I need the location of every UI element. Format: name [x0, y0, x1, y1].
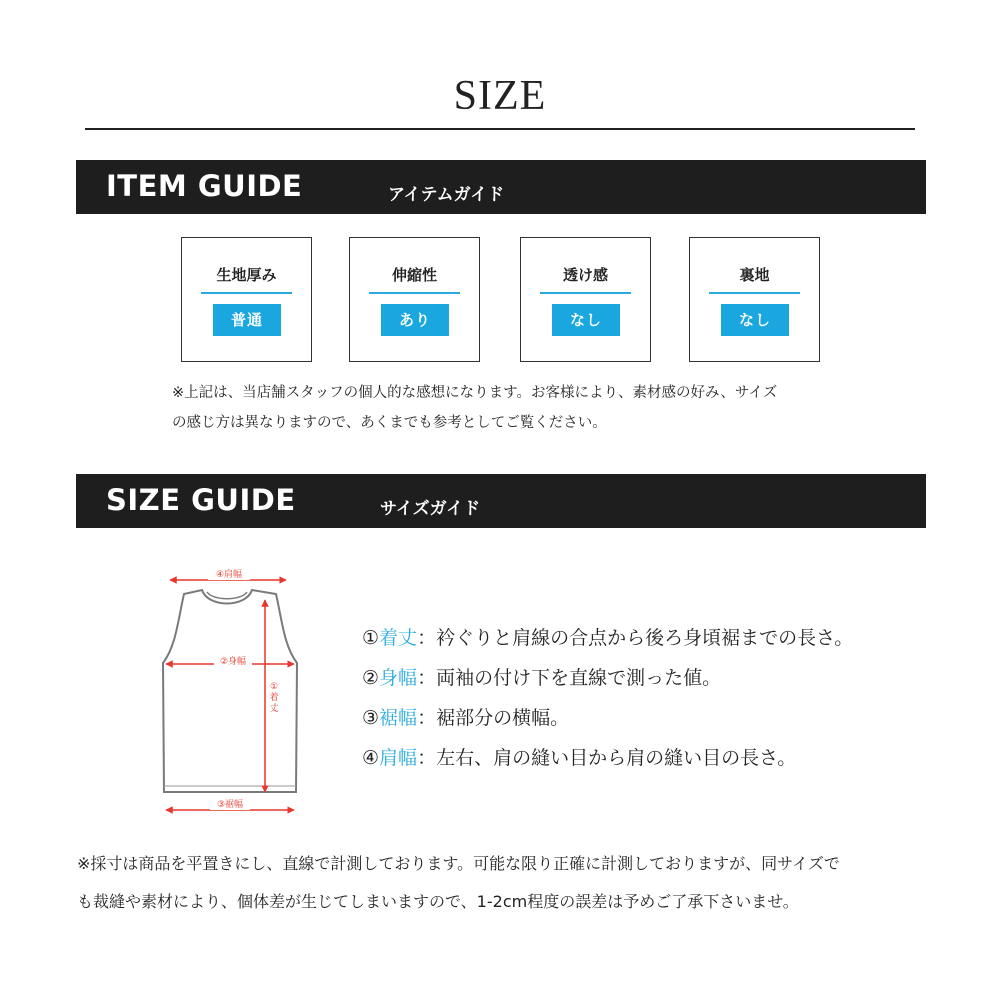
size-guide-header: [76, 474, 926, 528]
hem-label: ③裾幅: [216, 800, 244, 810]
body-width-label: ②身幅: [219, 657, 247, 667]
item-thickness: [181, 237, 312, 362]
title-divider: [85, 128, 915, 130]
item-divider: [709, 292, 800, 294]
item-label: 透け感: [562, 266, 608, 284]
size-guide-heading-en: SIZE GUIDE: [106, 483, 296, 517]
legend-hem-width: [362, 703, 569, 730]
item-divider: [201, 292, 292, 294]
item-divider: [540, 292, 631, 294]
item-value-badge: なし: [721, 304, 789, 336]
item-label: 裏地: [739, 266, 770, 284]
item-guide-heading-en: ITEM GUIDE: [106, 169, 303, 203]
tank-top-diagram: [150, 560, 310, 820]
item-guide-heading-jp: アイテムガイド: [388, 185, 505, 205]
legend-number: ②: [362, 667, 380, 689]
item-label: 生地厚み: [216, 266, 277, 284]
legend-shoulder-width: [362, 743, 796, 770]
item-value-badge: なし: [552, 304, 620, 336]
length-label-num: ①: [269, 682, 279, 692]
measurement-note-line-2: も裁縫や素材により、個体差が生じてしまいますので、1-2cm程度の誤差は予めご了承下さいませ。: [77, 892, 799, 911]
measurement-note-line-1: ※採寸は商品を平置きにし、直線で計測しております。可能な限り正確に計測しておりますが、同サイズで: [77, 854, 840, 873]
legend-number: ③: [362, 707, 380, 729]
page-title: SIZE: [453, 73, 547, 119]
legend-key: 裾幅: [379, 707, 418, 729]
legend-number: ①: [362, 627, 380, 649]
item-lining: [689, 237, 820, 362]
legend-number: ④: [362, 747, 380, 769]
length-label-char: 着: [269, 693, 279, 703]
legend-key: 着丈: [379, 627, 418, 649]
legend-description: ：衿ぐりと肩線の合点から後ろ身頃裾までの長さ。: [417, 627, 854, 649]
item-guide-note-line-2: の感じ方は異なりますので、あくまでも参考としてご覧ください。: [172, 415, 607, 431]
legend-description: ：左右、肩の縫い目から肩の縫い目の長さ。: [417, 747, 797, 769]
length-label-char: 丈: [269, 704, 279, 714]
legend-body-width: [362, 663, 721, 690]
legend-length: [362, 623, 853, 650]
item-value-badge: あり: [381, 304, 449, 336]
shoulder-label: ④肩幅: [215, 570, 243, 580]
item-divider: [369, 292, 460, 294]
legend-description: ：両袖の付け下を直線で測った値。: [417, 667, 722, 689]
item-guide-note-line-1: ※上記は、当店舗スタッフの個人的な感想になります。お客様により、素材感の好み、サイズ: [172, 385, 778, 401]
legend-key: 身幅: [379, 667, 418, 689]
item-label: 伸縮性: [391, 266, 437, 284]
item-value-badge: 普通: [213, 304, 281, 336]
legend-key: 肩幅: [379, 747, 418, 769]
item-sheerness: [520, 237, 651, 362]
size-guide-heading-jp: サイズガイド: [380, 499, 481, 519]
item-stretch: [349, 237, 480, 362]
item-guide-header: [76, 160, 926, 214]
neckline-inner: [207, 592, 247, 599]
legend-description: ：裾部分の横幅。: [417, 707, 570, 729]
